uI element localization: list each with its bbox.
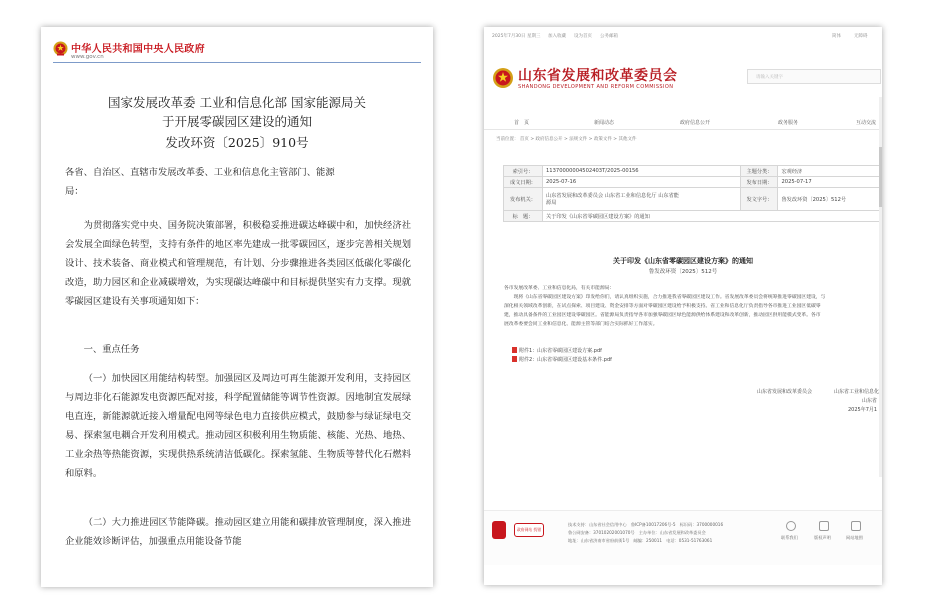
nav-info-disclosure[interactable]: 政府信息公开	[680, 120, 711, 126]
breadcrumb: 当前位置： 首页 > 政府信息公开 > 法规文件 > 政策文件 > 其他文件	[496, 137, 637, 142]
nav-news[interactable]: 新闻动态	[594, 120, 615, 126]
top-date: 2025年7月30日 星期三	[492, 34, 541, 39]
created-date-label: 成文日期：	[504, 177, 543, 188]
nav-home[interactable]: 首 页	[514, 120, 530, 126]
body-line-2: 现将《山东省零碳园区建设方案》印发给你们，请认真组织实施，合力推进我省零碳园区建设工作。省发展改革委员会将统筹推进零碳园区建设，与	[504, 295, 826, 300]
site-url: www.gov.cn	[71, 54, 104, 60]
left-document-page	[41, 27, 433, 587]
body-line-1: 各市发展改革委、工业和信息化局，有关市能源局：	[504, 286, 615, 291]
footer-link-copyright[interactable]: 版权声明	[814, 535, 831, 540]
notice-title: 关于印发《山东省零碳园区建设方案》的通知	[613, 257, 753, 265]
header-divider	[53, 62, 421, 63]
attachment-1-label: 附件1：山东省零碳园区建设方案.pdf	[519, 348, 602, 354]
document-number: 发改环资〔2025〕910号	[165, 135, 309, 150]
body-line-4: 建，推动具备条件的工业园区建设零碳园区。省能源局负责指导各市加强零碳园区绿色能源供给体系建设和改革创新，推动园区供用能模式变革。各市	[504, 313, 821, 318]
emblem-icon	[492, 67, 514, 89]
search-placeholder: 请输入关键字	[756, 75, 783, 80]
addressee-line-1: 各省、自治区、直辖市发展改革委、工业和信息化主管部门、能源	[65, 167, 335, 178]
pdf-icon	[512, 347, 517, 353]
section-heading: 一、重点任务	[83, 344, 140, 355]
published-date-label: 发布日期：	[741, 177, 778, 188]
body-line-3: 深化相关领域改革创新，在试点探索、项目建设、资金安排等方面对零碳园区建设给予积极支持。省工业和信息化厅负责指导各市推进工业园区低碳零	[504, 304, 821, 309]
published-date-value: 2025-07-17	[778, 177, 880, 188]
copyright-icon[interactable]	[819, 521, 829, 531]
body-line-5: 展改革委要会同工业和信息化、能源主管等部门结合实际抓好工作落实。	[504, 322, 658, 327]
attachment-2-link[interactable]	[512, 356, 612, 363]
sitemap-icon[interactable]	[851, 521, 861, 531]
document-title-line-1: 国家发展改革委 工业和信息化部 国家能源局关	[108, 95, 366, 110]
issuer-value	[543, 188, 741, 211]
task-1-paragraph: （一）加快园区用能结构转型。加强园区及周边可再生能源开发利用，支持园区与周边非化石能源发电资源匹配对接，科学配置储能等调节性资源。因地制宜发展绿电直连，新能源就近接入增量配电网等绿色电力直接供应模式，鼓励参与绿证绿电交易、探索氢电耦合开发利用模式。推动园区积极利用生物质能、核能、光热、地热、工业余热等热能资源，实现供热系统清洁低碳化。探索氢能、生物质等替代化石燃料和原料。	[65, 373, 411, 479]
attachment-2-label: 附件2：山东省零碳园区建设基本条件.pdf	[519, 357, 612, 363]
issuer-line-2: 源局	[546, 200, 557, 206]
signature-miit: 山东省工业和信息化	[834, 389, 880, 395]
site-footer	[484, 510, 882, 565]
nav-services[interactable]: 政务服务	[778, 120, 799, 126]
national-emblem-icon	[53, 41, 68, 57]
doc-number-label: 发文字号：	[741, 188, 778, 211]
created-date-value: 2025-07-16	[543, 177, 741, 188]
subject-value: 关于印发《山东省零碳园区建设方案》的通知	[543, 211, 880, 222]
top-link-bookmark[interactable]: 加入收藏	[548, 34, 566, 39]
top-link-accessibility[interactable]: 无障碍	[854, 34, 868, 39]
top-link-mail[interactable]: 公务邮箱	[600, 34, 618, 39]
right-webpage-screenshot	[484, 27, 882, 585]
site-error-badge[interactable]	[514, 523, 544, 537]
signature-energy: 山东省	[862, 398, 878, 404]
site-name[interactable]: 山东省发展和改革委员会	[518, 68, 678, 84]
footer-line-1: 技术支持：山东省社会信用中心 鲁ICP备10017206号-5 标识码：3700000016	[568, 522, 724, 527]
topic-value: 宏观经济	[778, 166, 880, 177]
footer-line-2: 鲁公网安备：37010202001070号 主办单位：山东省发展和改革委员会	[568, 530, 706, 535]
top-link-homepage[interactable]: 设为首页	[574, 34, 592, 39]
main-nav	[484, 115, 882, 130]
attachment-1-link[interactable]	[512, 347, 602, 354]
index-no-value: 11370000004502403T/2025-00156	[543, 166, 741, 177]
document-title-line-2: 于开展零碳园区建设的通知	[161, 114, 312, 129]
error-badge-label: 政府网站 找错	[517, 527, 541, 532]
footer-link-sitemap[interactable]: 网站地图	[846, 535, 863, 540]
subject-label: 标 题：	[504, 211, 543, 222]
doc-number-value: 鲁发改环资〔2025〕512号	[778, 188, 880, 211]
signature-ndrc: 山东省发展和改革委员会	[757, 389, 813, 395]
intro-paragraph: 为贯彻落实党中央、国务院决策部署，积极稳妥推进碳达峰碳中和，加快经济社会发展全面绿色转型，支持有条件的地区率先建成一批零碳园区，逐步完善相关规划设计、技术装备、商业模式和管理规范，有计划、分步骤推进各类园区低碳化零碳化改造，助力园区和企业减碳增效，为实现碳达峰碳中和目标提供坚实有力支撑。现就零碳园区建设有关事项通知如下：	[65, 220, 411, 307]
site-title[interactable]: 中华人民共和国中央人民政府	[71, 44, 205, 55]
contact-icon[interactable]	[786, 521, 796, 531]
index-no-label: 索引号：	[504, 166, 543, 177]
search-input[interactable]	[747, 69, 881, 84]
issuer-line-1: 山东省发展和改革委员会 山东省工业和信息化厅 山东省能	[546, 193, 679, 199]
footer-link-contact[interactable]: 联系我们	[781, 535, 798, 540]
topic-label: 主题分类：	[741, 166, 778, 177]
party-badge-icon[interactable]	[492, 521, 506, 539]
pdf-icon	[512, 356, 517, 362]
signature-date: 2025年7月1	[848, 407, 878, 413]
footer-line-3: 地址：山东省济南市省府前街1号 邮编：250011 电话：0531-51763061	[568, 538, 713, 543]
task-2-paragraph: （二）大力推进园区节能降碳。推动园区建立用能和碳排放管理制度，深入推进企业能效诊断评估，加强重点用能设备节能	[65, 517, 411, 547]
scrollbar-thumb[interactable]	[879, 147, 882, 207]
nav-interaction[interactable]: 互动交流	[856, 120, 877, 126]
issuer-label: 发布机关：	[504, 188, 543, 211]
top-link-simplified[interactable]: 简体	[832, 34, 841, 39]
notice-number: 鲁发改环资〔2025〕512号	[648, 269, 718, 275]
addressee-line-2: 局：	[65, 186, 84, 197]
metadata-table	[503, 165, 880, 222]
site-name-english: SHANDONG DEVELOPMENT AND REFORM COMMISSION	[518, 84, 674, 90]
